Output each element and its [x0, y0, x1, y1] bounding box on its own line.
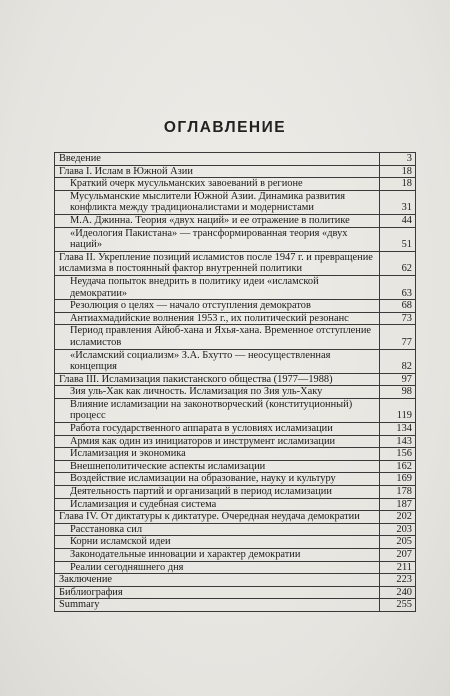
toc-entry: [55, 325, 416, 349]
toc-entry-page: 68: [380, 300, 416, 313]
toc-entry-page: 143: [380, 435, 416, 448]
toc-entry: [55, 574, 416, 587]
toc-entry-title: Корни исламской идеи: [55, 536, 380, 549]
toc-entry-title: Период правления Айюб-хана и Яхья-хана. Временное отступление исламистов: [55, 325, 380, 349]
toc-entry: [55, 523, 416, 536]
toc-title: ОГЛАВЛЕНИЕ: [163, 119, 287, 136]
toc-entry-page: 156: [380, 448, 416, 461]
toc-entry-page: 98: [380, 386, 416, 399]
toc-entry-page: 82: [380, 349, 416, 373]
toc-entry: [55, 251, 416, 275]
toc-entry: [55, 275, 416, 299]
toc-entry-page: 134: [380, 423, 416, 436]
toc-entry-title: Глава I. Ислам в Южной Азии: [55, 165, 380, 178]
toc-entry: [55, 386, 416, 399]
toc-entry-page: 240: [380, 586, 416, 599]
toc-entry-title: Законодательные инновации и характер демократии: [55, 549, 380, 562]
toc-entry: [55, 153, 416, 166]
toc-entry-page: 205: [380, 536, 416, 549]
toc-entry: [55, 460, 416, 473]
toc-entry: [55, 435, 416, 448]
toc-entry-page: 77: [380, 325, 416, 349]
toc-entry: [55, 300, 416, 313]
toc-entry-page: 178: [380, 486, 416, 499]
toc-entry-page: 187: [380, 498, 416, 511]
toc-entry-title: «Идеология Пакистана» — трансформированная теория «двух наций»: [55, 227, 380, 251]
toc-entry: [55, 423, 416, 436]
toc-entry-page: 18: [380, 178, 416, 191]
toc-entry-title: Исламизация и экономика: [55, 448, 380, 461]
toc-entry: [55, 486, 416, 499]
toc-entry: [55, 178, 416, 191]
toc-table: [54, 152, 416, 612]
toc-entry: [55, 498, 416, 511]
toc-entry-title: М.А. Джинна. Теория «двух наций» и ее отражение в политике: [55, 214, 380, 227]
toc-entry: [55, 549, 416, 562]
toc-entry-page: 62: [380, 251, 416, 275]
toc-entry-title: Исламизация и судебная система: [55, 498, 380, 511]
toc-entry-page: 255: [380, 599, 416, 612]
toc-entry-page: 3: [380, 153, 416, 166]
toc-entry-title: Резолюция о целях — начало отступления демократов: [55, 300, 380, 313]
toc-entry: [55, 312, 416, 325]
toc-entry-title: Глава II. Укрепление позиций исламистов после 1947 г. и превращение исламизма в постоянный фактор внутренней политики: [55, 251, 380, 275]
toc-entry-page: 97: [380, 373, 416, 386]
toc-entry-title: Глава IV. От диктатуры к диктатуре. Очередная неудача демократии: [55, 511, 380, 524]
toc-entry-title: Работа государственного аппарата в условиях исламизации: [55, 423, 380, 436]
toc-entry-page: 119: [380, 398, 416, 422]
toc-entry-page: 44: [380, 214, 416, 227]
toc-entry-title: Неудача попыток внедрить в политику идеи «исламской демократии»: [55, 275, 380, 299]
toc-entry: [55, 190, 416, 214]
toc-entry-title: Реалии сегодняшнего дня: [55, 561, 380, 574]
toc-entry-title: Заключение: [55, 574, 380, 587]
toc-entry-title: Деятельность партий и организаций в период исламизации: [55, 486, 380, 499]
toc-entry: [55, 373, 416, 386]
toc-entry: [55, 227, 416, 251]
toc-entry: [55, 599, 416, 612]
toc-entry-page: 203: [380, 523, 416, 536]
toc-entry-title: Антиахмадийские волнения 1953 г., их политический резонанс: [55, 312, 380, 325]
toc-entry-title: Расстановка сил: [55, 523, 380, 536]
toc-entry-page: 211: [380, 561, 416, 574]
toc-entry-title: Воздействие исламизации на образование, науку и культуру: [55, 473, 380, 486]
toc-entry-page: 169: [380, 473, 416, 486]
toc-entry-title: Влияние исламизации на законотворческий (конституционный) процесс: [55, 398, 380, 422]
toc-entry-title: Мусульманские мыслители Южной Азии. Динамика развития конфликта между традиционалистами и модернистами: [55, 190, 380, 214]
toc-entry-title: Библиография: [55, 586, 380, 599]
toc-entry: [55, 448, 416, 461]
toc-entry-page: 73: [380, 312, 416, 325]
toc-entry-title: Глава III. Исламизация пакистанского общества (1977—1988): [55, 373, 380, 386]
toc-entry-title: Зия уль-Хак как личность. Исламизация по Зия уль-Хаку: [55, 386, 380, 399]
toc-entry-page: 202: [380, 511, 416, 524]
toc-entry: [55, 536, 416, 549]
toc-entry-title: «Исламский социализм» З.А. Бхутто — неосуществленная концепция: [55, 349, 380, 373]
toc-entry: [55, 561, 416, 574]
toc-entry-page: 18: [380, 165, 416, 178]
toc-entry-page: 207: [380, 549, 416, 562]
toc-entry-title: Summary: [55, 599, 380, 612]
toc-entry: [55, 511, 416, 524]
toc-entry: [55, 398, 416, 422]
toc-entry-title: Внешнеполитические аспекты исламизации: [55, 460, 380, 473]
toc-entry: [55, 586, 416, 599]
toc-entry: [55, 165, 416, 178]
toc-entry-title: Армия как один из инициаторов и инструмент исламизации: [55, 435, 380, 448]
toc-entry: [55, 349, 416, 373]
toc-entry-page: 51: [380, 227, 416, 251]
toc-entry-page: 223: [380, 574, 416, 587]
toc-entry-page: 162: [380, 460, 416, 473]
toc-entry-title: Краткий очерк мусульманских завоеваний в регионе: [55, 178, 380, 191]
toc-entry: [55, 473, 416, 486]
toc-entry-page: 31: [380, 190, 416, 214]
toc-entry: [55, 214, 416, 227]
toc-entry-page: 63: [380, 275, 416, 299]
toc-entry-title: Введение: [55, 153, 380, 166]
